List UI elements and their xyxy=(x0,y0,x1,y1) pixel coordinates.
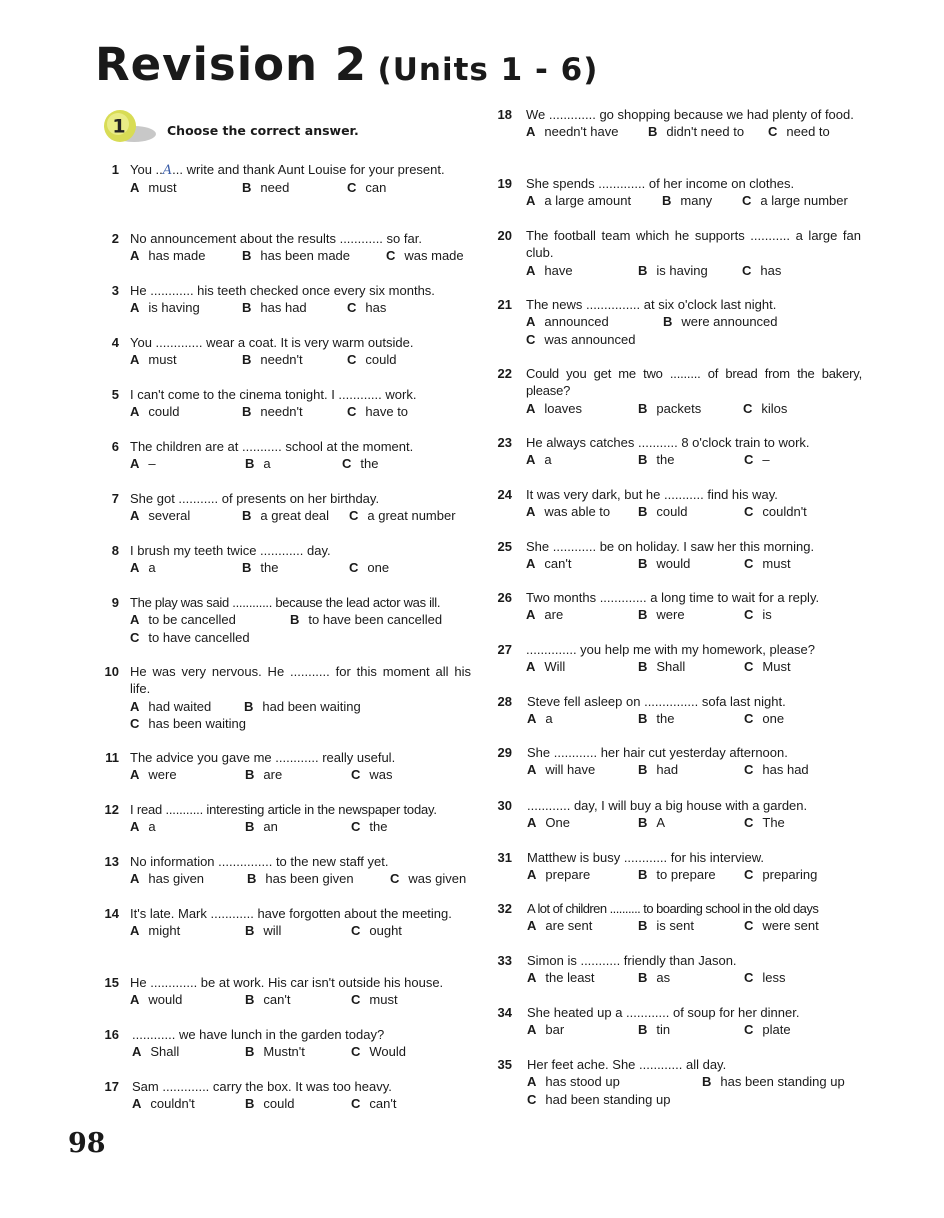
option-c[interactable]: less xyxy=(762,970,786,986)
option-b[interactable]: many xyxy=(680,193,713,209)
question-stem: The play was said ............ because the lead actor was ill. xyxy=(130,595,441,610)
page-title xyxy=(95,38,598,91)
option-b[interactable]: an xyxy=(263,819,278,835)
option-a[interactable]: a xyxy=(545,711,553,727)
question-stem: The children are at ........... school at the moment. xyxy=(130,439,414,454)
question-stem: ............ we have lunch in the garden today? xyxy=(132,1027,385,1042)
question-number: 8 xyxy=(111,543,119,558)
question-stem: Her feet ache. She ............ all day. xyxy=(527,1057,727,1072)
option-c[interactable]: need to xyxy=(786,124,830,140)
question-number: 6 xyxy=(111,439,119,454)
question-number: 28 xyxy=(497,694,512,709)
option-a[interactable]: had waited xyxy=(148,698,212,714)
option-c[interactable]: ought xyxy=(369,923,402,939)
question-number: 10 xyxy=(104,664,119,679)
option-b[interactable]: needn't xyxy=(260,404,303,420)
option-a[interactable]: have xyxy=(544,262,573,278)
option-c[interactable]: The xyxy=(762,815,785,831)
question-number: 4 xyxy=(111,335,119,350)
option-b[interactable]: could xyxy=(263,1096,295,1112)
option-b[interactable]: has had xyxy=(260,300,307,316)
option-a[interactable]: are xyxy=(544,607,564,623)
option-a[interactable]: must xyxy=(148,180,177,196)
option-b[interactable]: packets xyxy=(656,400,702,416)
option-b[interactable]: had xyxy=(656,762,679,778)
option-a[interactable]: One xyxy=(545,815,570,831)
option-c[interactable]: was announced xyxy=(544,331,636,347)
exercise-number-badge xyxy=(100,108,160,148)
option-b[interactable]: A xyxy=(656,815,666,831)
option-a[interactable]: has given xyxy=(148,871,205,887)
question-number: 5 xyxy=(111,387,119,402)
question-number: 25 xyxy=(497,539,512,554)
title-main: Revision 2 xyxy=(95,38,368,91)
question-stem: He always catches ........... 8 o'clock train to work. xyxy=(526,435,810,450)
option-a[interactable]: was able to xyxy=(544,504,611,520)
question-stem: She ............ be on holiday. I saw her this morning. xyxy=(526,539,815,554)
option-c[interactable]: couldn't xyxy=(762,504,807,520)
option-a[interactable]: needn't have xyxy=(544,124,619,140)
option-a[interactable]: a xyxy=(148,560,156,576)
option-c[interactable]: a great number xyxy=(367,508,456,524)
question-number: 24 xyxy=(497,487,512,502)
option-b[interactable]: needn't xyxy=(260,352,303,368)
question-stem: Two months ............. a long time to wait for a reply. xyxy=(526,590,820,605)
option-b[interactable]: need xyxy=(260,180,290,196)
question-stem: The football team which he supports ........... a large fan club. xyxy=(526,228,861,261)
question-stem: Steve fell asleep on ............... sofa last night. xyxy=(527,694,786,709)
option-b[interactable]: would xyxy=(656,556,691,572)
option-c[interactable]: the xyxy=(360,456,379,472)
option-a[interactable]: will have xyxy=(545,762,596,778)
option-c[interactable]: was xyxy=(369,767,393,783)
question-stem: She heated up a ............ of soup for her dinner. xyxy=(527,1005,800,1020)
question-number: 7 xyxy=(111,491,119,506)
option-a[interactable]: a xyxy=(544,452,552,468)
question-number: 18 xyxy=(497,107,512,122)
option-b[interactable]: has been made xyxy=(260,248,351,264)
option-b[interactable]: is having xyxy=(656,262,708,278)
question-number: 34 xyxy=(497,1005,512,1020)
option-b[interactable]: tin xyxy=(656,1022,671,1038)
option-a[interactable]: could xyxy=(148,404,180,420)
option-a[interactable]: are sent xyxy=(545,918,593,934)
question-stem: Could you get me two ......... of bread from the bakery, please? xyxy=(526,366,862,399)
question-stem: No information ............... to the new staff yet. xyxy=(130,854,389,869)
question-stem: The advice you gave me ............ really useful. xyxy=(130,750,396,765)
option-c[interactable]: must xyxy=(762,556,791,572)
question-number: 3 xyxy=(111,283,119,298)
question-stem: It was very dark, but he ........... find his way. xyxy=(526,487,778,502)
question-number: 20 xyxy=(497,228,512,243)
question-number: 29 xyxy=(497,745,512,760)
option-c[interactable]: can xyxy=(365,180,387,196)
question-stem: The news ............... at six o'clock last night. xyxy=(526,297,777,312)
option-b[interactable]: were xyxy=(656,607,685,623)
option-c[interactable]: – xyxy=(762,452,770,468)
question-stem: .............. you help me with my homework, please? xyxy=(526,642,816,657)
option-c[interactable]: plate xyxy=(762,1022,791,1038)
option-b[interactable]: to prepare xyxy=(656,867,716,883)
exercise-instruction: Choose the correct answer. xyxy=(167,123,359,138)
option-b[interactable]: as xyxy=(656,970,671,986)
option-b[interactable]: are xyxy=(263,767,283,783)
option-a[interactable]: has stood up xyxy=(545,1074,620,1090)
option-c[interactable]: can't xyxy=(369,1096,397,1112)
question-stem: A lot of children .......... to boarding school in the old days xyxy=(527,901,819,916)
question-number: 12 xyxy=(104,802,119,817)
question-number: 26 xyxy=(497,590,512,605)
question-stem: She spends ............. of her income on clothes. xyxy=(526,176,795,191)
option-a[interactable]: Shall xyxy=(150,1044,180,1060)
option-a[interactable]: has made xyxy=(148,248,206,264)
question-stem: No announcement about the results ............ so far. xyxy=(130,231,422,246)
option-a[interactable]: might xyxy=(148,923,181,939)
option-b[interactable]: the xyxy=(656,711,675,727)
option-b[interactable]: were announced xyxy=(681,314,778,330)
option-a[interactable]: is having xyxy=(148,300,200,316)
option-c[interactable]: Must xyxy=(762,659,791,675)
question-stem: Sam ............. carry the box. It was too heavy. xyxy=(132,1079,392,1094)
option-c[interactable]: was made xyxy=(404,248,464,264)
question-number: 27 xyxy=(497,642,512,657)
option-c[interactable]: the xyxy=(369,819,388,835)
option-c[interactable]: has had xyxy=(762,762,809,778)
option-a[interactable]: a xyxy=(148,819,156,835)
question-stem: She ............ her hair cut yesterday afternoon. xyxy=(527,745,788,760)
option-c[interactable]: were sent xyxy=(762,918,819,934)
title-units: (Units 1 - 6) xyxy=(377,52,599,88)
option-b[interactable]: a great deal xyxy=(260,508,330,524)
option-b[interactable]: has been given xyxy=(265,871,354,887)
option-a[interactable]: several xyxy=(148,508,191,524)
question-stem: ............ day, I will buy a big house with a garden. xyxy=(527,798,808,813)
question-number: 1 xyxy=(111,162,119,177)
option-c[interactable]: has xyxy=(365,300,387,316)
option-b[interactable]: the xyxy=(656,452,675,468)
question-stem: Simon is ........... friendly than Jason. xyxy=(527,953,737,968)
question-stem: He ............. be at work. His car isn't outside his house. xyxy=(130,975,444,990)
option-a[interactable]: bar xyxy=(545,1022,565,1038)
question-stem: He was very nervous. He ........... for this moment all his life. xyxy=(130,664,471,697)
question-number: 14 xyxy=(104,906,119,921)
option-a[interactable]: can't xyxy=(544,556,572,572)
question-number: 13 xyxy=(104,854,119,869)
option-b[interactable]: to have been cancelled xyxy=(308,612,443,628)
option-c[interactable]: has xyxy=(760,262,782,278)
option-a[interactable]: couldn't xyxy=(150,1096,195,1112)
option-a[interactable]: must xyxy=(148,352,177,368)
question-number: 21 xyxy=(497,297,512,312)
option-b[interactable]: Mustn't xyxy=(263,1044,305,1060)
question-stem: It's late. Mark ............ have forgotten about the meeting. xyxy=(130,906,452,921)
option-c[interactable]: had been standing up xyxy=(545,1091,671,1107)
option-a[interactable]: loaves xyxy=(544,400,582,416)
option-c[interactable]: Would xyxy=(369,1044,407,1060)
question-number: 2 xyxy=(111,231,119,246)
option-b[interactable]: is sent xyxy=(656,918,694,934)
option-a[interactable]: prepare xyxy=(545,867,591,883)
question-number: 11 xyxy=(105,750,119,765)
option-c[interactable]: to have cancelled xyxy=(148,629,250,645)
option-a[interactable]: were xyxy=(148,767,177,783)
question-stem: I can't come to the cinema tonight. I ............ work. xyxy=(130,387,417,402)
option-c[interactable]: kilos xyxy=(761,400,788,416)
option-b[interactable]: the xyxy=(260,560,279,576)
question-stem: You ............. wear a coat. It is very warm outside. xyxy=(130,335,414,350)
question-number: 17 xyxy=(104,1079,119,1094)
option-c[interactable]: a large number xyxy=(760,193,848,209)
option-a[interactable]: the least xyxy=(545,970,595,986)
option-b[interactable]: will xyxy=(263,923,282,939)
option-a[interactable]: announced xyxy=(544,314,609,330)
question-stem: She got ........... of presents on her birthday. xyxy=(130,491,380,506)
option-c[interactable]: have to xyxy=(365,404,409,420)
question-number: 35 xyxy=(497,1057,512,1072)
question-number: 33 xyxy=(497,953,512,968)
question-stem: I read ........... interesting article in the newspaper today. xyxy=(130,802,437,817)
option-c[interactable]: must xyxy=(369,992,398,1008)
option-c[interactable]: is xyxy=(762,607,772,623)
handwritten-answer: A xyxy=(162,163,173,178)
question-number: 19 xyxy=(497,176,512,191)
question-number: 9 xyxy=(111,595,119,610)
question-stem: He ............ his teeth checked once every six months. xyxy=(130,283,435,298)
question-number: 30 xyxy=(497,798,512,813)
question-number: 23 xyxy=(497,435,512,450)
option-b[interactable]: Shall xyxy=(656,659,686,675)
exercise-badge-icon xyxy=(100,108,160,148)
question-number: 16 xyxy=(104,1027,119,1042)
option-b[interactable]: has been standing up xyxy=(720,1074,845,1090)
question-stem: We ............. go shopping because we had plenty of food. xyxy=(526,107,854,122)
option-c[interactable]: could xyxy=(365,352,397,368)
option-b[interactable]: can't xyxy=(263,992,291,1008)
option-c[interactable]: was given xyxy=(408,871,467,887)
question-number: 32 xyxy=(497,901,512,916)
exercise-number: 1 xyxy=(112,115,126,138)
option-c[interactable]: preparing xyxy=(762,867,818,883)
option-c[interactable]: one xyxy=(762,711,785,727)
option-c[interactable]: one xyxy=(367,560,390,576)
option-b[interactable]: had been waiting xyxy=(262,698,361,714)
question-stem: Matthew is busy ............ for his interview. xyxy=(527,850,764,865)
option-a[interactable]: to be cancelled xyxy=(148,612,236,628)
option-a[interactable]: – xyxy=(148,456,156,472)
option-a[interactable]: a large amount xyxy=(544,193,632,209)
question-stem: I brush my teeth twice ............ day. xyxy=(130,543,331,558)
option-a[interactable]: would xyxy=(148,992,183,1008)
question-number: 15 xyxy=(104,975,119,990)
question-stem: You ..A... write and thank Aunt Louise for your present. xyxy=(130,162,445,178)
page-number: 98 xyxy=(68,1128,106,1159)
option-a[interactable]: Will xyxy=(544,659,566,675)
question-number: 22 xyxy=(497,366,512,381)
option-b[interactable]: could xyxy=(656,504,688,520)
question-number: 31 xyxy=(497,850,512,865)
option-b[interactable]: a xyxy=(263,456,271,472)
option-c[interactable]: has been waiting xyxy=(148,715,246,731)
option-b[interactable]: didn't need to xyxy=(666,124,745,140)
